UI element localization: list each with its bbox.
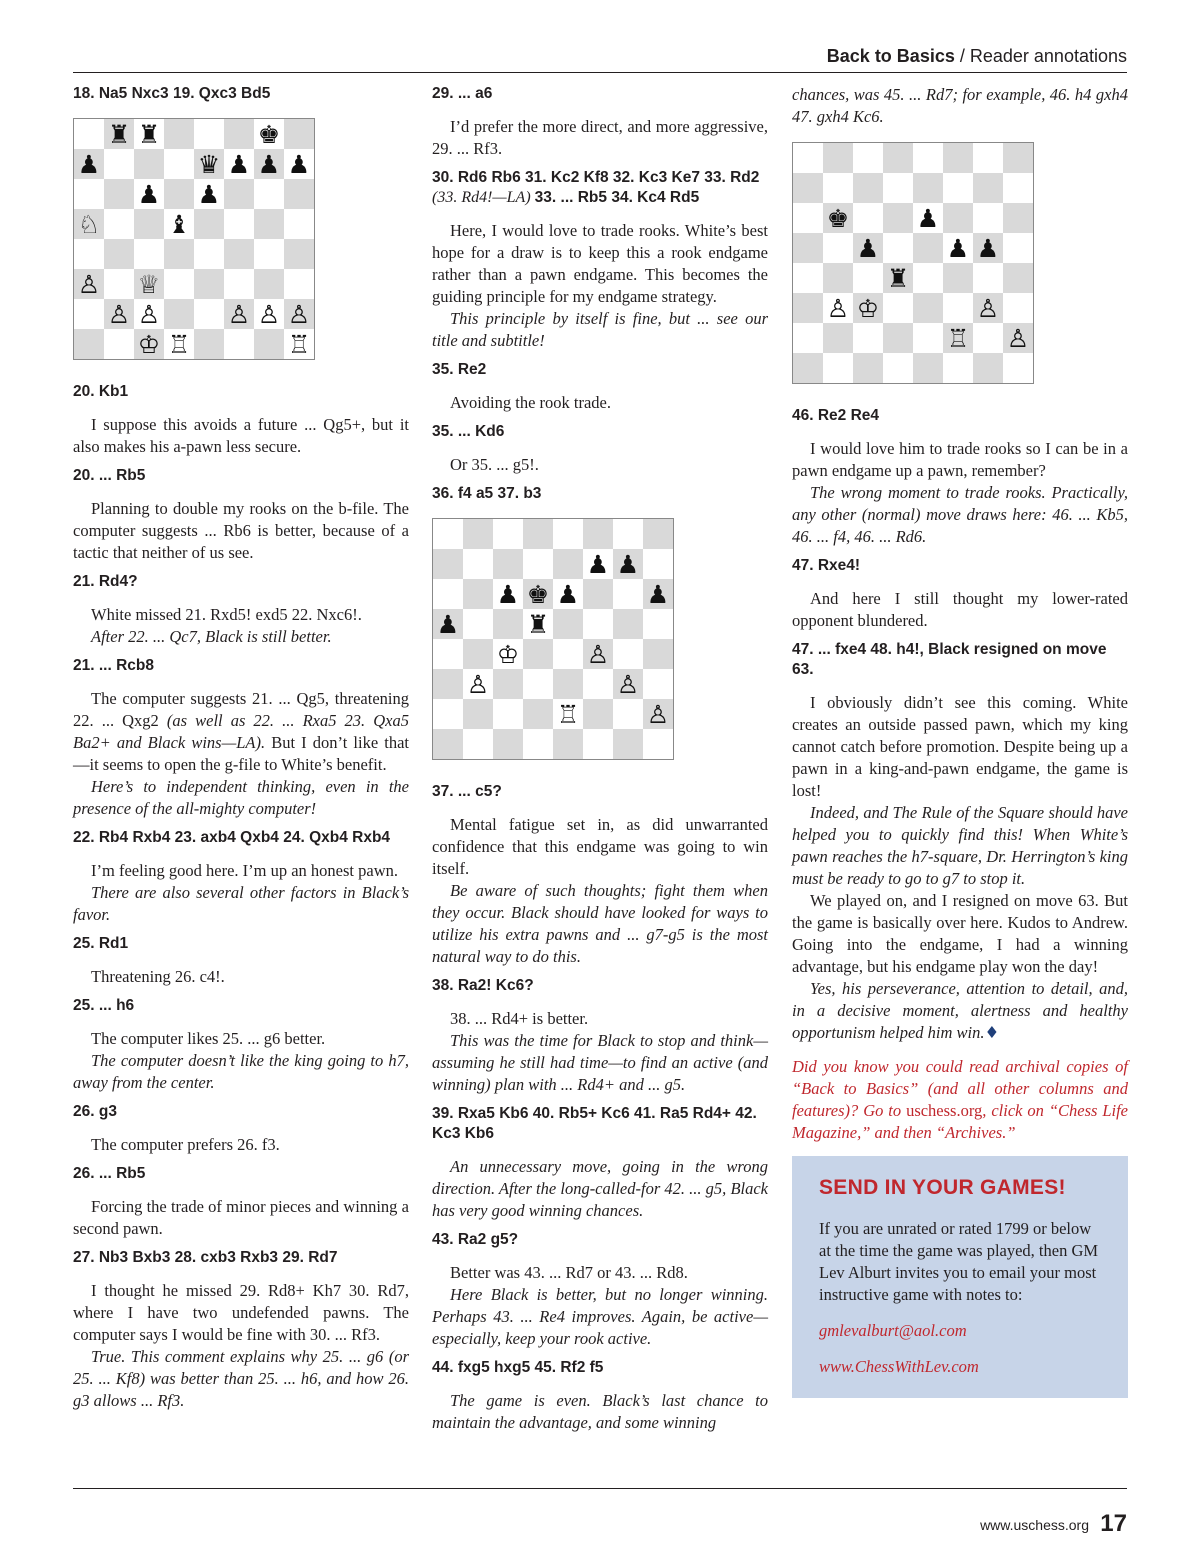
- chess-square: [553, 639, 583, 669]
- move-line: 20. ... Rb5: [73, 467, 146, 484]
- chess-piece-square: ♙: [613, 669, 643, 699]
- chess-square: [74, 119, 104, 149]
- archive-link[interactable]: uschess.org: [906, 1101, 983, 1120]
- chess-piece-square: ♖: [943, 323, 973, 353]
- coach-inline: (33. Rd4!—LA): [432, 189, 535, 206]
- chess-square: [74, 239, 104, 269]
- chess-square: [823, 263, 853, 293]
- chess-square: [793, 233, 823, 263]
- annotation-text: Planning to double my rooks on the b-file. The computer suggests ... Rb6 is better, because of a tactic that neither of us see.: [73, 499, 409, 562]
- chess-square: [433, 639, 463, 669]
- chess-square: [643, 639, 673, 669]
- chess-square: [973, 203, 1003, 233]
- chess-piece-square: ♜: [104, 119, 134, 149]
- chess-piece-square: ♚: [254, 119, 284, 149]
- annotation-text: I obviously didn’t see this coming. White creates an outside passed pawn, which my king cannot catch before promotion. Despite being up a pawn in a king-and-pawn endgame, the game is lost!: [792, 693, 1128, 800]
- closing-text: Yes, his perseverance, attention to detail, and, in a decisive moment, alertness and healthy opportunism helped him win.: [792, 979, 1128, 1042]
- send-games-box: [792, 1156, 1128, 1398]
- chess-piece-square: ♔: [493, 639, 523, 669]
- chess-square: [284, 239, 314, 269]
- move-line: 35. ... Kd6: [432, 423, 505, 440]
- chess-square: [433, 549, 463, 579]
- chess-square: [224, 179, 254, 209]
- chess-square: [643, 729, 673, 759]
- chess-square: [883, 323, 913, 353]
- chess-square: [583, 729, 613, 759]
- section-subtitle: Reader annotations: [969, 46, 1127, 66]
- chess-square: [913, 263, 943, 293]
- chess-square: [913, 323, 943, 353]
- chess-square: [883, 173, 913, 203]
- chess-square: [793, 323, 823, 353]
- annotation-text: Avoiding the rook trade.: [450, 393, 611, 412]
- move-line: 21. Rd4?: [73, 573, 138, 590]
- chess-square: [943, 263, 973, 293]
- chess-square: [793, 293, 823, 323]
- chess-square: [613, 699, 643, 729]
- chess-square: [74, 329, 104, 359]
- annotation-text: I’d prefer the more direct, and more aggressive, 29. ... Rf3.: [432, 117, 768, 158]
- chess-square: [523, 519, 553, 549]
- chess-square: [973, 353, 1003, 383]
- chess-piece-square: ♔: [853, 293, 883, 323]
- chess-piece-square: ♜: [883, 263, 913, 293]
- chess-square: [224, 209, 254, 239]
- chess-square: [224, 119, 254, 149]
- chess-square: [164, 149, 194, 179]
- chess-piece-square: ♟: [613, 549, 643, 579]
- chess-square: [913, 233, 943, 263]
- chess-square: [853, 323, 883, 353]
- chess-square: [254, 329, 284, 359]
- chess-square: [583, 669, 613, 699]
- annotation-text: [73, 688, 409, 776]
- chess-piece-square: ♙: [973, 293, 1003, 323]
- chess-square: [613, 519, 643, 549]
- chess-square: [74, 179, 104, 209]
- move-line: 44. fxg5 hxg5 45. Rf2 f5: [432, 1359, 604, 1376]
- chess-square: [74, 299, 104, 329]
- header-slash: /: [954, 46, 970, 66]
- chess-square: [643, 669, 673, 699]
- chess-square: [643, 519, 673, 549]
- chess-square: [913, 173, 943, 203]
- annotation-text: I would love him to trade rooks so I can be in a pawn endgame up a pawn, remember?: [792, 439, 1128, 480]
- chess-piece-square: ♙: [134, 299, 164, 329]
- chess-square: [1003, 263, 1033, 293]
- chess-square: [883, 233, 913, 263]
- chess-square: [1003, 353, 1033, 383]
- chess-square: [823, 323, 853, 353]
- move-line: 26. ... Rb5: [73, 1165, 146, 1182]
- column-1: [73, 84, 409, 1412]
- move-line: 29. ... a6: [432, 85, 493, 102]
- chess-square: [853, 173, 883, 203]
- chess-square: [583, 699, 613, 729]
- chess-square: [943, 293, 973, 323]
- annotation-part: The computer suggests 21. ... Qg5, threatening 22. ... Qxg2: [73, 689, 409, 730]
- chess-square: [164, 119, 194, 149]
- chess-square: [553, 549, 583, 579]
- website-link[interactable]: www.ChessWithLev.com: [819, 1357, 979, 1376]
- chess-square: [254, 179, 284, 209]
- chess-square: [164, 179, 194, 209]
- chess-square: [463, 579, 493, 609]
- chess-diagram-2: [432, 518, 674, 760]
- chess-square: [463, 519, 493, 549]
- chess-piece-square: ♙: [104, 299, 134, 329]
- coach-comment: After 22. ... Qc7, Black is still better.: [91, 627, 332, 646]
- chess-piece-square: ♖: [284, 329, 314, 359]
- column-2: [432, 84, 768, 1434]
- coach-comment: Here’s to independent thinking, even in the presence of the all-mighty computer!: [73, 777, 409, 818]
- chess-square: [943, 353, 973, 383]
- chess-square: [823, 143, 853, 173]
- chess-piece-square: ♚: [823, 203, 853, 233]
- coach-comment: An unnecessary move, going in the wrong direction. After the long-called-for 42. ... g5, Black has very good winning chances.: [432, 1157, 768, 1220]
- chess-square: [583, 609, 613, 639]
- move-line: 37. ... c5?: [432, 783, 502, 800]
- chess-piece-square: ♙: [254, 299, 284, 329]
- chess-square: [913, 143, 943, 173]
- chess-square: [254, 239, 284, 269]
- chess-square: [793, 263, 823, 293]
- footer-rule: [73, 1488, 1127, 1489]
- chess-square: [463, 609, 493, 639]
- chess-square: [433, 519, 463, 549]
- chess-square: [134, 239, 164, 269]
- move-line: 20. Kb1: [73, 383, 129, 400]
- chess-square: [793, 353, 823, 383]
- move-line: 35. Re2: [432, 361, 487, 378]
- chess-piece-square: ♖: [553, 699, 583, 729]
- box-text: If you are unrated or rated 1799 or below at the time the game was played, then GM Lev Alburt invites you to email your most instructive game with notes to:: [819, 1219, 1099, 1304]
- chess-square: [853, 263, 883, 293]
- move-line: 39. Rxa5 Kb6 40. Rb5+ Kc6 41. Ra5 Rd4+ 42. Kc3 Kb6: [432, 1105, 757, 1142]
- chess-square: [1003, 293, 1033, 323]
- move-line: 22. Rb4 Rxb4 23. axb4 Qxb4 24. Qxb4 Rxb4: [73, 829, 391, 846]
- chess-square: [493, 519, 523, 549]
- chess-square: [493, 669, 523, 699]
- chess-square: [493, 549, 523, 579]
- chess-square: [433, 699, 463, 729]
- chess-square: [523, 699, 553, 729]
- annotation-text: The computer prefers 26. f3.: [91, 1135, 280, 1154]
- chess-square: [1003, 143, 1033, 173]
- chess-square: [643, 549, 673, 579]
- chess-square: [973, 173, 1003, 203]
- chess-square: [164, 269, 194, 299]
- chess-square: [883, 293, 913, 323]
- page-number: 17: [1100, 1510, 1127, 1537]
- chess-piece-square: ♙: [74, 269, 104, 299]
- chess-square: [1003, 173, 1033, 203]
- chess-square: [224, 269, 254, 299]
- annotation-text: And here I still thought my lower-rated opponent blundered.: [792, 589, 1128, 630]
- chess-square: [284, 209, 314, 239]
- annotation-part: But I don’t like that—it seems to open the g-file to White’s benefit.: [73, 733, 409, 774]
- chess-square: [104, 209, 134, 239]
- chess-square: [433, 579, 463, 609]
- chess-diagram-3: [792, 142, 1034, 384]
- chess-square: [254, 269, 284, 299]
- email-link[interactable]: gmlevalburt@aol.com: [819, 1321, 967, 1340]
- chess-square: [943, 173, 973, 203]
- move-line: 25. ... h6: [73, 997, 135, 1014]
- chess-piece-square: ♕: [134, 269, 164, 299]
- chess-square: [104, 149, 134, 179]
- chess-square: [463, 639, 493, 669]
- chess-square: [194, 299, 224, 329]
- move-line: 46. Re2 Re4: [792, 407, 880, 424]
- move-part: 30. Rd6 Rb6 31. Kc2 Kf8 32. Kc3 Ke7 33. Rd2: [432, 169, 760, 186]
- chess-square: [463, 549, 493, 579]
- chess-piece-square: ♟: [973, 233, 1003, 263]
- end-mark-icon: ♦: [984, 1023, 1000, 1042]
- chess-square: [523, 549, 553, 579]
- section-title: Back to Basics: [826, 46, 955, 66]
- chess-piece-square: ♟: [134, 179, 164, 209]
- chess-square: [613, 729, 643, 759]
- chess-piece-square: ♙: [643, 699, 673, 729]
- chess-piece-square: ♙: [224, 299, 254, 329]
- chess-square: [194, 239, 224, 269]
- chess-square: [104, 239, 134, 269]
- annotation-text: Mental fatigue set in, as did unwarranted confidence that this endgame was going to win itself.: [432, 815, 768, 878]
- chess-square: [583, 579, 613, 609]
- chess-square: [853, 143, 883, 173]
- coach-comment: True. This comment explains why 25. ... g6 (or 25. ... Kf8) was better than 25. ... h6, and how 26. g3 allows ... Rf3.: [73, 1347, 409, 1410]
- chess-square: [583, 519, 613, 549]
- chess-square: [254, 209, 284, 239]
- chess-square: [883, 353, 913, 383]
- chess-square: [523, 669, 553, 699]
- chess-piece-square: ♟: [553, 579, 583, 609]
- chess-square: [883, 143, 913, 173]
- chess-square: [194, 119, 224, 149]
- chess-piece-square: ♜: [134, 119, 164, 149]
- chess-square: [134, 149, 164, 179]
- chess-square: [913, 353, 943, 383]
- chess-square: [523, 639, 553, 669]
- chess-square: [1003, 233, 1033, 263]
- move-line: 36. f4 a5 37. b3: [432, 485, 542, 502]
- annotation-text: I suppose this avoids a future ... Qg5+, but it also makes his a-pawn less secure.: [73, 415, 409, 456]
- chess-square: [224, 239, 254, 269]
- coach-inline: (as well as 22. ... Rxa5 23. Qxa5 Ba2+ and Black wins—LA).: [73, 711, 409, 752]
- chess-square: [493, 609, 523, 639]
- coach-comment: There are also several other factors in Black’s favor.: [73, 883, 409, 924]
- chess-square: [284, 119, 314, 149]
- move-line: 47. Rxe4!: [792, 557, 861, 574]
- chess-square: [793, 173, 823, 203]
- chess-square: [793, 143, 823, 173]
- annotation-text: Threatening 26. c4!.: [91, 967, 225, 986]
- chess-square: [883, 203, 913, 233]
- chess-square: [853, 353, 883, 383]
- chess-square: [823, 233, 853, 263]
- move-line: 27. Nb3 Bxb3 28. cxb3 Rxb3 29. Rd7: [73, 1249, 338, 1266]
- chess-square: [194, 209, 224, 239]
- chess-piece-square: ♙: [1003, 323, 1033, 353]
- chess-piece-square: ♙: [463, 669, 493, 699]
- coach-comment: The game is even. Black’s last chance to maintain the advantage, and some winning: [432, 1391, 768, 1432]
- coach-comment: Be aware of such thoughts; fight them when they occur. Black should have looked for ways to utilize his extra pawns and ... g7-g5 is the most natural way to do this.: [432, 881, 768, 966]
- chess-square: [433, 669, 463, 699]
- chess-square: [943, 203, 973, 233]
- chess-square: [523, 729, 553, 759]
- chess-piece-square: ♟: [74, 149, 104, 179]
- coach-comment: Here Black is better, but no longer winning. Perhaps 43. ... Re4 improves. Again, be active—especially, keep your rook active.: [432, 1285, 768, 1348]
- move-line: 47. ... fxe4 48. h4!, Black resigned on move 63.: [792, 641, 1107, 678]
- chess-square: [973, 323, 1003, 353]
- chess-piece-square: ♜: [523, 609, 553, 639]
- chess-square: [224, 329, 254, 359]
- chess-piece-square: ♟: [913, 203, 943, 233]
- annotation-text: I thought he missed 29. Rd8+ Kh7 30. Rd7, where I have two undefended pawns. The computer says I would be fine with 30. ... Rf3.: [73, 1281, 409, 1344]
- annotation-text: We played on, and I resigned on move 63. But the game is basically over here. Kudos to Andrew. Going into the endgame, I had a winning advantage, but his endgame play won the day!: [792, 891, 1128, 976]
- box-title: SEND IN YOUR GAMES!: [819, 1176, 1066, 1199]
- chess-square: [553, 609, 583, 639]
- chess-piece-square: ♚: [523, 579, 553, 609]
- annotation-text: Better was 43. ... Rd7 or 43. ... Rd8.: [450, 1263, 688, 1282]
- chess-piece-square: ♟: [943, 233, 973, 263]
- archive-note-part: , click on “Chess Life Magazine,” and then “Archives.”: [792, 1101, 1129, 1142]
- chess-square: [793, 203, 823, 233]
- annotation-text: White missed 21. Rxd5! exd5 22. Nxc6!.: [91, 605, 362, 624]
- chess-square: [853, 203, 883, 233]
- chess-piece-square: ♖: [164, 329, 194, 359]
- move-line: [432, 168, 768, 208]
- chess-piece-square: ♛: [194, 149, 224, 179]
- chess-piece-square: ♟: [583, 549, 613, 579]
- chess-square: [1003, 203, 1033, 233]
- chess-square: [913, 293, 943, 323]
- move-part: 33. ... Rb5 34. Kc4 Rd5: [534, 189, 700, 206]
- chess-piece-square: ♘: [74, 209, 104, 239]
- move-line: 26. g3: [73, 1103, 117, 1120]
- chess-square: [493, 699, 523, 729]
- move-line: 25. Rd1: [73, 935, 129, 952]
- chess-square: [613, 579, 643, 609]
- chess-piece-square: ♙: [284, 299, 314, 329]
- chess-square: [463, 729, 493, 759]
- chess-square: [194, 329, 224, 359]
- running-header: [73, 46, 1127, 73]
- annotation-text: I’m feeling good here. I’m up an honest pawn.: [91, 861, 398, 880]
- coach-comment: The computer doesn’t like the king going to h7, away from the center.: [73, 1051, 409, 1092]
- chess-square: [463, 699, 493, 729]
- annotation-text: The computer likes 25. ... g6 better.: [91, 1029, 326, 1048]
- chess-square: [943, 143, 973, 173]
- chess-square: [823, 353, 853, 383]
- footer-url[interactable]: www.uschess.org: [980, 1517, 1089, 1533]
- chess-square: [613, 609, 643, 639]
- coach-comment: chances, was 45. ... Rd7; for example, 46. h4 gxh4 47. gxh4 Kc6.: [792, 85, 1128, 126]
- chess-piece-square: ♟: [254, 149, 284, 179]
- annotation-text: 38. ... Rd4+ is better.: [450, 1009, 589, 1028]
- chess-piece-square: ♝: [164, 209, 194, 239]
- chess-square: [553, 729, 583, 759]
- chess-square: [164, 299, 194, 329]
- chess-square: [643, 609, 673, 639]
- chess-square: [194, 269, 224, 299]
- chess-square: [104, 179, 134, 209]
- chess-square: [493, 729, 523, 759]
- move-line: 18. Na5 Nxc3 19. Qxc3 Bd5: [73, 85, 271, 102]
- chess-square: [104, 329, 134, 359]
- chess-piece-square: ♔: [134, 329, 164, 359]
- move-line: 43. Ra2 g5?: [432, 1231, 519, 1248]
- chess-square: [134, 209, 164, 239]
- chess-square: [973, 143, 1003, 173]
- chess-square: [433, 729, 463, 759]
- chess-square: [164, 239, 194, 269]
- annotation-text: Forcing the trade of minor pieces and winning a second pawn.: [73, 1197, 409, 1238]
- annotation-text: Or 35. ... g5!.: [450, 455, 539, 474]
- chess-piece-square: ♟: [224, 149, 254, 179]
- chess-square: [823, 173, 853, 203]
- chess-piece-square: ♙: [583, 639, 613, 669]
- chess-piece-square: ♟: [853, 233, 883, 263]
- annotation-text: Here, I would love to trade rooks. White’s best hope for a draw is to keep this a rook endgame rather than a pawn endgame. This becomes the guiding principle for my endgame strategy.: [432, 221, 768, 306]
- coach-comment: [792, 978, 1128, 1044]
- chess-piece-square: ♟: [493, 579, 523, 609]
- chess-piece-square: ♟: [194, 179, 224, 209]
- move-line: 38. Ra2! Kc6?: [432, 977, 534, 994]
- chess-diagram-1: [73, 118, 315, 360]
- chess-square: [553, 519, 583, 549]
- chess-square: [104, 269, 134, 299]
- coach-comment: This was the time for Black to stop and think—assuming he still had time—to find an active (and winning) plan with ... Rd4+ and ... g5.: [432, 1031, 768, 1094]
- chess-piece-square: ♙: [823, 293, 853, 323]
- move-line: 21. ... Rcb8: [73, 657, 154, 674]
- chess-square: [613, 639, 643, 669]
- chess-piece-square: ♟: [433, 609, 463, 639]
- chess-square: [553, 669, 583, 699]
- column-3: [792, 84, 1128, 1398]
- coach-comment: The wrong moment to trade rooks. Practically, any other (normal) move draws here: 46. ... Kb5, 46. ... f4, 46. ... Rd6.: [792, 483, 1128, 546]
- coach-comment: This principle by itself is fine, but ... see our title and subtitle!: [432, 309, 768, 350]
- chess-square: [284, 269, 314, 299]
- chess-square: [973, 263, 1003, 293]
- chess-square: [284, 179, 314, 209]
- chess-piece-square: ♟: [643, 579, 673, 609]
- archive-note-part: Did you know you could read archival copies of “Back to Basics” (and all other columns and features)? Go to: [792, 1057, 1128, 1120]
- archive-note: [792, 1056, 1128, 1144]
- coach-comment: Indeed, and The Rule of the Square should have helped you to quickly find this! When White’s pawn reaches the h7-square, Dr. Herrington’s king must be ready to go to g7 to stop it.: [792, 803, 1128, 888]
- chess-piece-square: ♟: [284, 149, 314, 179]
